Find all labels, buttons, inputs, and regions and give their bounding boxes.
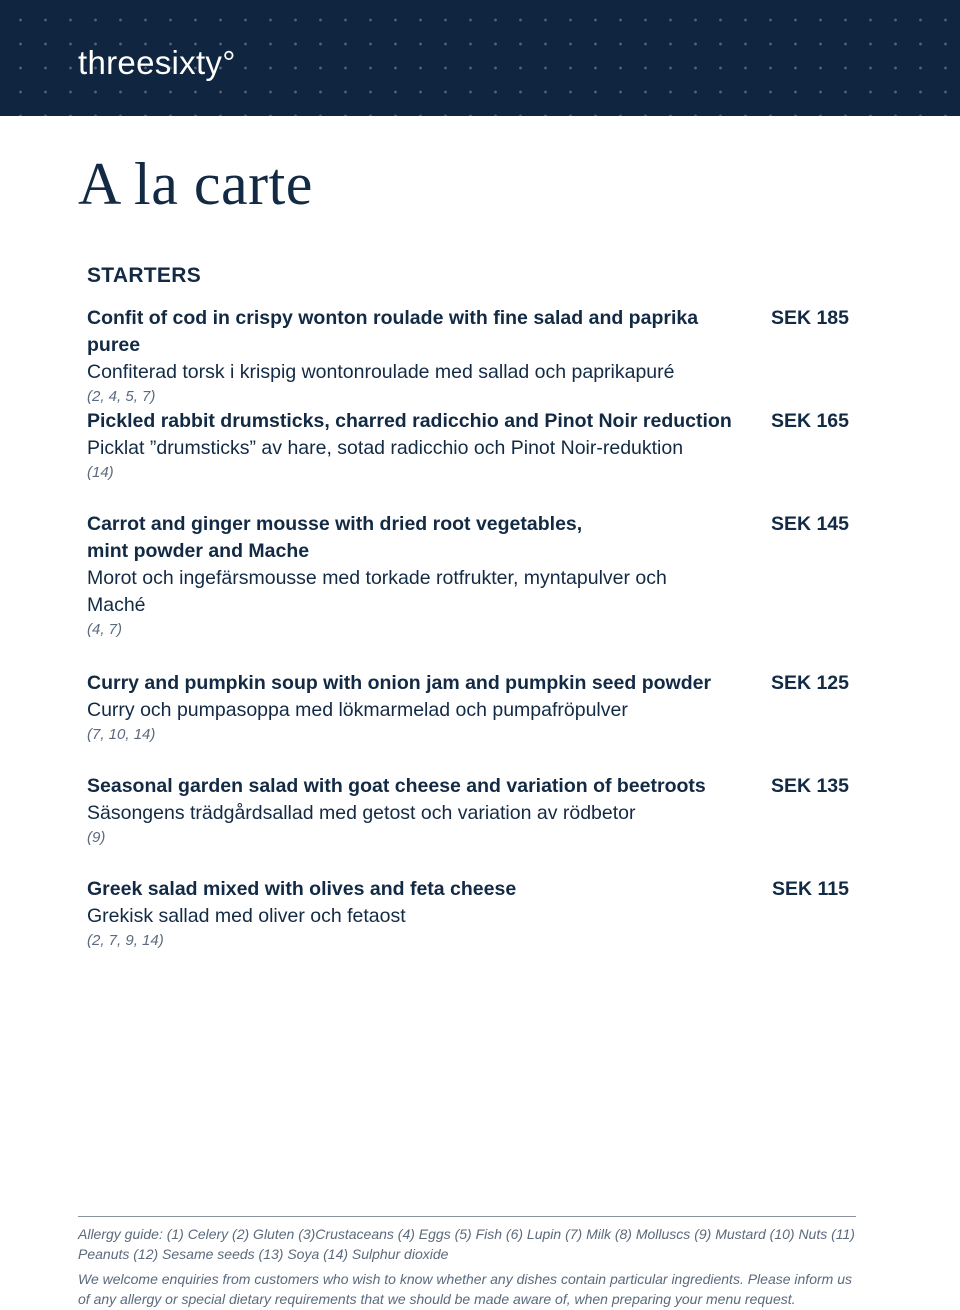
dish-price: SEK 145 (770, 513, 849, 535)
dish-allergens: (7, 10, 14) (87, 726, 156, 743)
dish-allergens: (2, 4, 5, 7) (87, 388, 156, 405)
dish-allergens: (14) (87, 464, 114, 481)
menu-item (87, 511, 849, 641)
menu-item (87, 773, 849, 849)
section-heading-starters: STARTERS (87, 264, 202, 287)
dish-name-swedish: Confiterad torsk i krispig wontonroulade med sallad och paprikapuré (87, 361, 675, 383)
dish-name-swedish: Morot och ingefärsmousse med torkade rotfrukter, myntapulver och Maché (87, 567, 667, 616)
menu-item (87, 408, 849, 484)
dish-price: SEK 115 (772, 878, 849, 900)
dish-name-swedish: Picklat ”drumsticks” av hare, sotad radicchio och Pinot Noir-reduktion (87, 437, 684, 459)
dish-price: SEK 125 (770, 672, 849, 694)
menu-item (87, 670, 849, 746)
dish-name: Seasonal garden salad with goat cheese and variation of beetroots (87, 775, 706, 797)
footer-divider (78, 1216, 856, 1217)
allergy-guide: Allergy guide: (1) Celery (2) Gluten (3)Crustaceans (4) Eggs (5) Fish (6) Lupin (7) Milk (8) Molluscs (9) Mustard (10) Nuts (11) Peanuts (12) Sesame seeds (13) Soya (14) Sulphur dioxide (78, 1226, 855, 1262)
dish-name-swedish: Curry och pumpasoppa med lökmarmelad och pumpafröpulver (87, 699, 628, 721)
dish-allergens: (4, 7) (87, 621, 123, 638)
dietary-notice: We welcome enquiries from customers who wish to know whether any dishes contain particular ingredients. Please inform us of any allergy or special dietary requirements that we should be made aware of, when preparing your menu request. (78, 1271, 852, 1307)
menu-item (87, 305, 849, 408)
brand-logo: threesixty° (78, 44, 236, 81)
header-banner (0, 0, 960, 116)
dish-name: Carrot and ginger mousse with dried root vegetables, mint powder and Mache (87, 513, 583, 562)
dish-price: SEK 185 (770, 307, 849, 329)
dish-allergens: (2, 7, 9, 14) (87, 932, 164, 949)
menu-item (87, 876, 849, 952)
page-title: A la carte (78, 151, 313, 217)
dish-name-swedish: Grekisk sallad med oliver och fetaost (87, 905, 406, 927)
dish-name: Curry and pumpkin soup with onion jam and pumpkin seed powder (87, 672, 712, 694)
dish-name: Confit of cod in crispy wonton roulade with fine salad and paprika puree (87, 307, 699, 356)
dish-name: Greek salad mixed with olives and feta cheese (87, 878, 517, 900)
dish-name-swedish: Säsongens trädgårdsallad med getost och variation av rödbetor (87, 802, 636, 824)
dish-allergens: (9) (87, 829, 106, 846)
dish-name: Pickled rabbit drumsticks, charred radicchio and Pinot Noir reduction (87, 410, 732, 432)
dish-price: SEK 135 (770, 775, 849, 797)
dish-price: SEK 165 (770, 410, 849, 432)
